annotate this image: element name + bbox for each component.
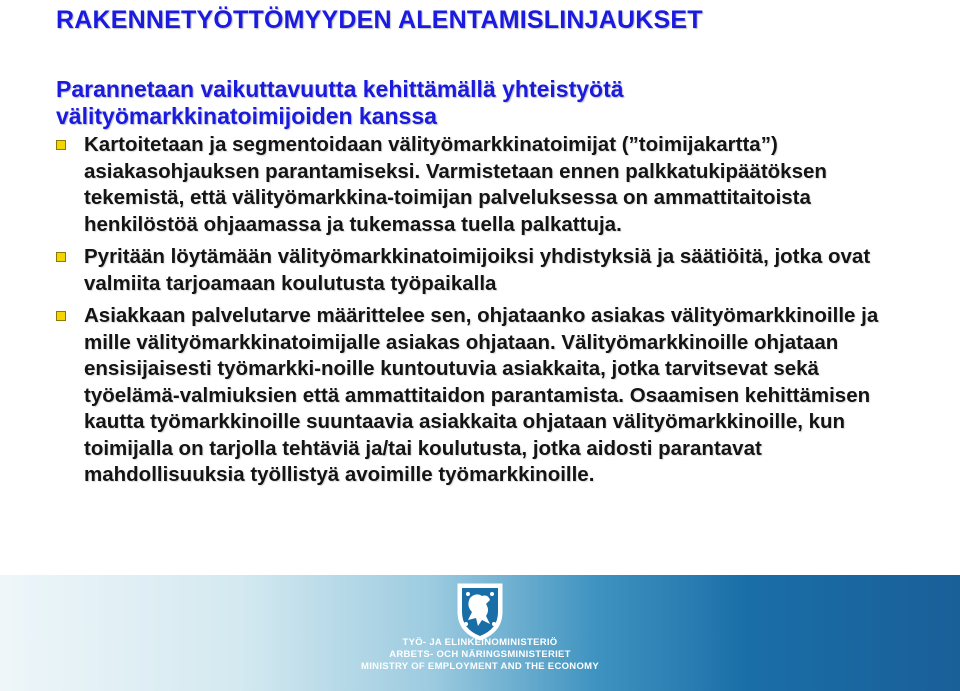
square-bullet-icon	[56, 311, 66, 321]
bullet-item	[56, 132, 916, 238]
ministry-name-fi: TYÖ- JA ELINKEINOMINISTERIÖ	[402, 637, 558, 648]
bullet-text: Asiakkaan palvelutarve määrittelee sen, ohjataanko asiakas välityömarkkinoille ja mille välityömarkkinatoimijalle asiakas ohjataan. Välityömarkkinoille ohjataan ensisijaisesti työmarkki-noille kuntoutuvia asiakkaita, jotka tarvitsevat sekä työelämä-valmiuksien että ammattitaidon parantamista. Osaamisen kehittämisen kautta työmarkkinoille suuntaavia asiakkaita ohjataan välityömarkkinoille, kun toimijalla on tarjolla tehtäviä ja/tai koulutusta, jotka aidosti parantavat mahdollisuuksia työllistyä avoimille työmarkkinoille.	[84, 304, 879, 486]
slide-subtitle: Parannetaan vaikuttavuutta kehittämällä yhteistyötä välityömarkkinatoimijoiden kanssa	[56, 76, 624, 129]
square-bullet-icon	[56, 252, 66, 262]
ministry-name	[330, 637, 630, 673]
bullet-text: Kartoitetaan ja segmentoidaan välityömarkkinatoimijat (”toimijakartta”) asiakasohjauksen parantamiseksi. Varmistetaan ennen palkkatukipäätöksen tekemistä, että välityömarkkina-toimijan palveluksessa on ammattitaitoista henkilöstöä ohjaamassa ja tukemassa tuella palkattuja.	[84, 133, 827, 236]
bullet-item	[56, 244, 916, 297]
bullet-list	[56, 132, 916, 495]
slide-title: RAKENNETYÖTTÖMYYDEN ALENTAMISLINJAUKSET	[56, 6, 703, 34]
ministry-name-sv: ARBETS- OCH NÄRINGSMINISTERIET	[389, 649, 571, 660]
finland-lion-coat-of-arms-icon	[452, 580, 508, 642]
bullet-item	[56, 303, 916, 489]
bullet-text: Pyritään löytämään välityömarkkinatoimijoiksi yhdistyksiä ja säätiöitä, jotka ovat valmiita tarjoamaan koulutusta työpaikalla	[84, 245, 871, 295]
square-bullet-icon	[56, 140, 66, 150]
ministry-name-en: MINISTRY OF EMPLOYMENT AND THE ECONOMY	[361, 661, 599, 672]
